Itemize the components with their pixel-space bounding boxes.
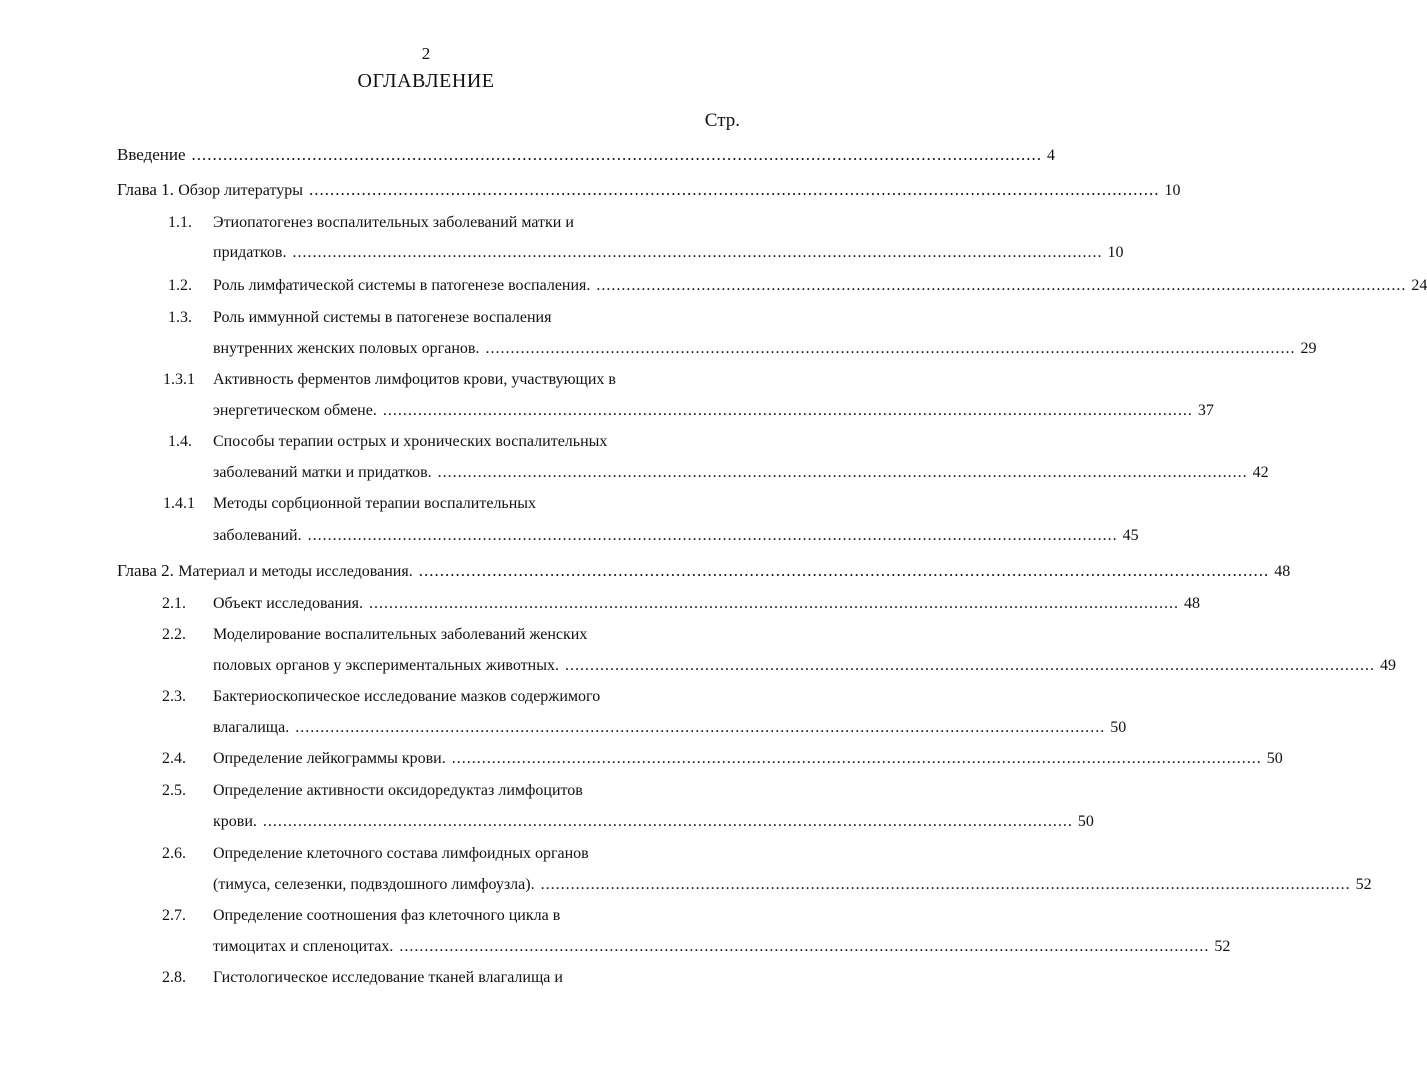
- dot-leader: ..................................................................................................................................................................: [418, 561, 1270, 580]
- toc-entry-1-3-1: [213, 402, 1214, 420]
- toc-entry-2-1: [213, 595, 1200, 613]
- section-title-line: половых органов у экспериментальных животных.: [213, 657, 559, 674]
- section-title-line: Этиопатогенез воспалительных заболеваний матки и: [213, 214, 574, 231]
- section-title-line: Определение соотношения фаз клеточного цикла в: [213, 907, 561, 924]
- toc-entry-2-5: [213, 813, 1094, 831]
- page-title: ОГЛАВЛЕНИЕ: [357, 70, 495, 92]
- toc-entry-title: Введение: [117, 145, 186, 164]
- toc-entry-2-6: [213, 876, 1372, 894]
- toc-entry-2-4: [213, 750, 1283, 768]
- dot-leader: ..................................................................................................................................................................: [295, 719, 1106, 736]
- section-number: 1.3.1: [163, 371, 195, 388]
- toc-entry-2-2: [213, 657, 1396, 675]
- section-title-line: крови.: [213, 813, 257, 830]
- section-title-line: Способы терапии острых и хронических воспалительных: [213, 433, 608, 450]
- section-title-line: Гистологическое исследование тканей влагалища и: [213, 969, 563, 986]
- toc-entry-page: 4: [1047, 147, 1056, 164]
- section-title-line: Объект исследования.: [213, 595, 363, 612]
- section-number: 2.3.: [162, 688, 186, 705]
- toc-entry-page: 52: [1355, 876, 1372, 893]
- pages-column-label: Стр.: [704, 110, 740, 131]
- section-title-line: Методы сорбционной терапии воспалительных: [213, 495, 537, 512]
- toc-entry-page: 42: [1252, 464, 1269, 481]
- section-title-line: тимоцитах и спленоцитах.: [213, 938, 394, 955]
- dot-leader: ..................................................................................................................................................................: [292, 244, 1103, 261]
- toc-entry-2-7: [213, 938, 1231, 956]
- toc-entry-page: 52: [1214, 938, 1231, 955]
- section-number: 2.7.: [162, 907, 186, 924]
- toc-entry-page: 50: [1077, 813, 1094, 830]
- toc-entry-page: 37: [1197, 402, 1214, 419]
- section-title-line: Моделирование воспалительных заболеваний женских: [213, 626, 588, 643]
- section-number: 2.1.: [162, 595, 186, 612]
- section-title-line: Определение клеточного состава лимфоидных органов: [213, 845, 589, 862]
- dot-leader: ..................................................................................................................................................................: [485, 340, 1296, 357]
- dot-leader: ..................................................................................................................................................................: [307, 527, 1118, 544]
- section-number: 2.5.: [162, 782, 186, 799]
- dot-leader: ..................................................................................................................................................................: [437, 464, 1248, 481]
- dot-leader: ..................................................................................................................................................................: [191, 145, 1043, 164]
- dot-leader: ..................................................................................................................................................................: [262, 813, 1073, 830]
- section-title-line: энергетическом обмене.: [213, 402, 377, 419]
- section-number: 2.2.: [162, 626, 186, 643]
- section-number: 1.1.: [168, 214, 192, 231]
- chapter-label: Глава 1.: [117, 180, 174, 199]
- toc-entry-1-1: [213, 244, 1124, 262]
- toc-entry-page: 49: [1379, 657, 1396, 674]
- toc-entry-page: 24: [1411, 277, 1427, 294]
- section-title-line: придатков.: [213, 244, 287, 261]
- toc-entry-chapter-2: [117, 561, 1291, 581]
- dot-leader: ..................................................................................................................................................................: [564, 657, 1375, 674]
- section-number: 1.3.: [168, 309, 192, 326]
- chapter-label: Глава 2.: [117, 561, 174, 580]
- chapter-title: Материал и методы исследования.: [178, 563, 413, 580]
- toc-entry-page: 29: [1300, 340, 1317, 357]
- toc-entry-page: 10: [1164, 182, 1181, 199]
- section-number: 1.4.: [168, 433, 192, 450]
- dot-leader: ..................................................................................................................................................................: [382, 402, 1193, 419]
- section-title-line: Активность ферментов лимфоцитов крови, участвующих в: [213, 371, 616, 388]
- toc-entry-page: 48: [1274, 563, 1291, 580]
- toc-entry-2-3: [213, 719, 1127, 737]
- toc-entry-intro: [117, 145, 1056, 165]
- section-number: 2.8.: [162, 969, 186, 986]
- section-title-line: Определение активности оксидоредуктаз лимфоцитов: [213, 782, 583, 799]
- page-number: 2: [421, 44, 431, 63]
- toc-entry-chapter-1: [117, 180, 1181, 200]
- dot-leader: ..................................................................................................................................................................: [596, 277, 1407, 294]
- section-title-line: заболеваний матки и придатков.: [213, 464, 432, 481]
- chapter-title: Обзор литературы: [178, 182, 303, 199]
- toc-entry-1-2: [213, 277, 1427, 295]
- section-title-line: заболеваний.: [213, 527, 302, 544]
- toc-entry-page: 45: [1122, 527, 1139, 544]
- toc-entry-1-4: [213, 464, 1269, 482]
- section-number: 1.4.1: [163, 495, 195, 512]
- toc-entry-page: 48: [1183, 595, 1200, 612]
- dot-leader: ..................................................................................................................................................................: [399, 938, 1210, 955]
- section-title-line: Роль лимфатической системы в патогенезе воспаления.: [213, 277, 591, 294]
- toc-entry-page: 50: [1266, 750, 1283, 767]
- section-number: 2.4.: [162, 750, 186, 767]
- dot-leader: ..................................................................................................................................................................: [368, 595, 1179, 612]
- section-number: 1.2.: [168, 277, 192, 294]
- section-number: 2.6.: [162, 845, 186, 862]
- section-title-line: (тимуса, селезенки, подвздошного лимфоузла).: [213, 876, 535, 893]
- toc-entry-1-4-1: [213, 527, 1139, 545]
- dot-leader: ..................................................................................................................................................................: [540, 876, 1351, 893]
- toc-entry-page: 50: [1110, 719, 1127, 736]
- toc-entry-1-3: [213, 340, 1317, 358]
- dot-leader: ..................................................................................................................................................................: [308, 180, 1160, 199]
- section-title-line: Определение лейкограммы крови.: [213, 750, 446, 767]
- toc-entry-page: 10: [1107, 244, 1124, 261]
- section-title-line: влагалища.: [213, 719, 290, 736]
- section-title-line: внутренних женских половых органов.: [213, 340, 480, 357]
- section-title-line: Роль иммунной системы в патогенезе воспаления: [213, 309, 552, 326]
- section-title-line: Бактериоскопическое исследование мазков содержимого: [213, 688, 601, 705]
- dot-leader: ..................................................................................................................................................................: [451, 750, 1262, 767]
